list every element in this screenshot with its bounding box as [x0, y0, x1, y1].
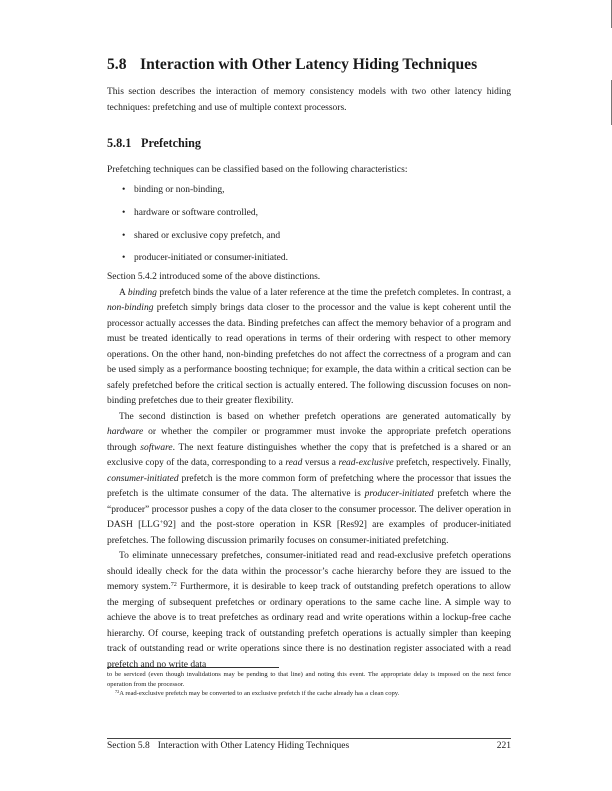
- body-text: [107, 270, 511, 673]
- paragraph: The second distinction is based on whether prefetch operations are generated automatically by hardware or whether the compiler or programmer must invoke the appropriate prefetch operations through software. The next feature distinguishes whether the copy that is prefetched is a shared or an exclusive copy of the data, corresponding to a read versus a read-exclusive prefetch, respectively. Finally, consumer-initiated prefetch is the more common form of prefetching where the processor that issues the prefetch is the ultimate consumer of the data. The alternative is producer-initiated prefetch where the “producer” processor pushes a copy of the data closer to the consumer processor. The deliver operation in DASH [LLG+92] and the post-store operation in KSR [Res92] are examples of producer-initiated prefetches. The following discussion primarily focuses on consumer-initiated prefetching.: [107, 411, 511, 546]
- footer-title: Interaction with Other Latency Hiding Techniques: [157, 741, 350, 751]
- subsection-title: Prefetching: [141, 136, 202, 150]
- term-read: read: [285, 458, 303, 468]
- list-item: • shared or exclusive copy prefetch, and: [124, 229, 288, 252]
- footnote-continued: to be serviced (even though invalidations may be pending to that line) and noting this event. The appropriate delay is imposed on the next fence operation from the processor.: [107, 671, 511, 688]
- footnotes: [107, 670, 511, 699]
- list-item: • binding or non-binding,: [124, 183, 288, 206]
- term-hardware: hardware: [107, 427, 144, 437]
- paragraph: A binding prefetch binds the value of a later reference at the time the prefetch completes. In contrast, a non-binding prefetch simply brings data closer to the processor and the value is kept coherent until the processor actually accesses the data. Binding prefetches can affect the memory behavior of a program and must be treated identically to read operations in terms of their ordering with respect to other memory operations. On the other hand, non-binding prefetches do not affect the correctness of a program and can be used simply as a performance boosting technique; for example, the data within a critical section can be safely prefetched before the critical section is actually entered. The following discussion focuses on non-binding prefetches due to their greater flexibility.: [107, 287, 512, 406]
- footer-section: Section 5.8: [107, 741, 150, 751]
- term-non-binding: non-binding: [107, 303, 154, 313]
- footnote-marker[interactable]: 72: [170, 582, 177, 589]
- footnote-72: $^{72}$A read-exclusive prefetch may be converted to an exclusive prefetch if the cache already has a clean copy.: [115, 689, 400, 698]
- paragraph: To eliminate unnecessary prefetches, consumer-initiated read and read-exclusive prefetch operations should ideally check for the data within the processor’s cache hierarchy before they are issued to the memory system.$^{72}$ Furthermore, it is desirable to keep track of outstanding prefetch operations to allow the merging of subsequent prefetches or ordinary operations to the same cache line. A simple way to achieve the above is to treat prefetches as ordinary read and write operations within a lockup-free cache hierarchy. Of course, keeping track of outstanding prefetch operations is actually simpler than keeping track of outstanding read or write operations since there is no destination register associated with a read prefetch and no write data: [107, 551, 511, 670]
- term-binding: binding: [127, 287, 157, 298]
- section-heading: [107, 56, 477, 74]
- subsection-heading: [107, 136, 201, 151]
- lead-paragraph: Prefetching techniques can be classified based on the following characteristics:: [107, 165, 408, 175]
- footnote-number: 72: [115, 689, 120, 695]
- subsection-number: 5.8.1: [107, 136, 132, 150]
- characteristics-list: [124, 183, 288, 274]
- paragraph: Section 5.4.2 introduced some of the above distinctions.: [107, 272, 321, 282]
- intro-paragraph: This section describes the interaction of memory consistency models with two other latency hiding techniques: prefetching and use of multiple context processors.: [107, 87, 511, 113]
- list-item: • producer-initiated or consumer-initiated.: [124, 251, 288, 274]
- footnote-rule: [107, 667, 279, 668]
- page-number: 221: [496, 741, 511, 751]
- list-item: • hardware or software controlled,: [124, 206, 288, 229]
- footer-rule: [107, 738, 511, 739]
- term-read-exclusive: read-exclusive: [338, 458, 394, 468]
- section-title: Interaction with Other Latency Hiding Techniques: [140, 56, 478, 73]
- term-software: software: [140, 442, 173, 453]
- page-footer: [107, 741, 511, 751]
- section-number: 5.8: [107, 56, 127, 73]
- term-consumer-initiated: consumer-initiated: [107, 473, 179, 484]
- term-producer-initiated: producer-initiated: [364, 489, 434, 499]
- citation-superscript: +: [159, 520, 164, 527]
